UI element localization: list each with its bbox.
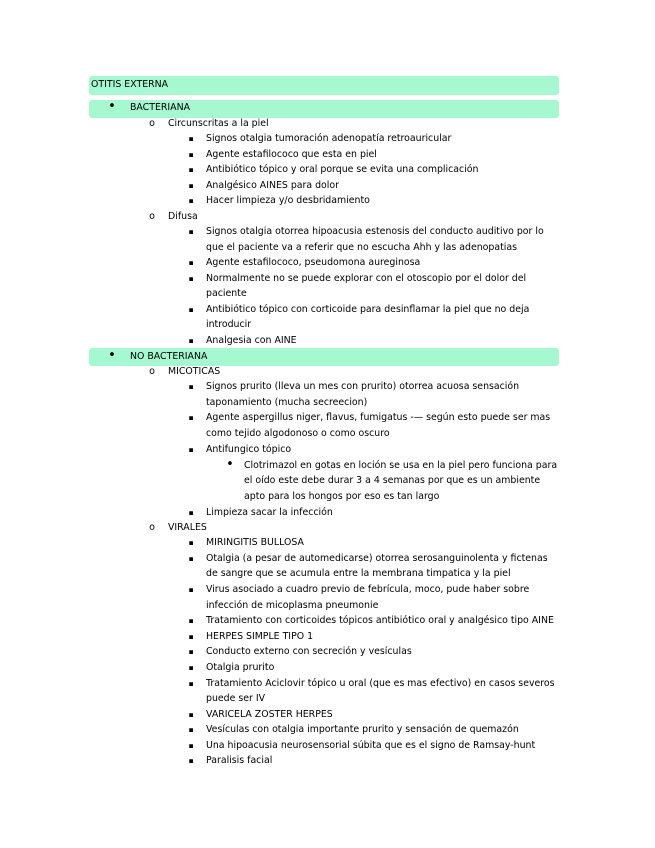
list-item: MIRINGITIS BULLOSA bbox=[206, 537, 304, 548]
list-item-line: puede ser IV bbox=[206, 693, 266, 704]
subsection-difusa: Difusa bbox=[168, 211, 198, 222]
list-item: Vesículas con otalgia importante prurito y sensación de quemazón bbox=[206, 724, 519, 735]
square-marker: ▪ bbox=[188, 741, 194, 750]
list-item: VARICELA ZOSTER HERPES bbox=[206, 709, 333, 720]
square-marker: ▪ bbox=[188, 382, 194, 391]
square-marker: ▪ bbox=[188, 227, 194, 236]
list-item: Signos otalgia tumoración adenopatía retroauricular bbox=[206, 133, 452, 144]
sub-item-line: Clotrimazol en gotas en loción se usa en la piel pero funciona para bbox=[244, 460, 558, 471]
list-item: Conducto externo con secreción y vesículas bbox=[206, 646, 412, 657]
square-marker: ▪ bbox=[188, 647, 194, 656]
list-item-line: Signos prurito (lleva un mes con prurito) otorrea acuosa sensación bbox=[206, 381, 520, 392]
square-marker: ▪ bbox=[188, 150, 194, 159]
square-marker: ▪ bbox=[188, 258, 194, 267]
circle-marker: o bbox=[149, 118, 155, 129]
square-marker: ▪ bbox=[188, 710, 194, 719]
square-marker: ▪ bbox=[188, 305, 194, 314]
square-marker: ▪ bbox=[188, 616, 194, 625]
bullet-marker: • bbox=[108, 348, 116, 363]
square-marker: ▪ bbox=[188, 134, 194, 143]
list-item-line: infección de micoplasma pneumonie bbox=[206, 600, 379, 611]
section-no-bacteriana: NO BACTERIANA bbox=[130, 351, 208, 362]
square-marker: ▪ bbox=[188, 181, 194, 190]
square-marker: ▪ bbox=[188, 725, 194, 734]
list-item: Agente estafilococo que esta en piel bbox=[206, 149, 377, 160]
list-item: Tratamiento con corticoides tópicos antibiótico oral y analgésico tipo AINE bbox=[206, 615, 554, 626]
list-item-line: paciente bbox=[206, 288, 247, 299]
square-marker: ▪ bbox=[188, 632, 194, 641]
section-bacteriana: BACTERIANA bbox=[130, 102, 190, 113]
sub-item-line: el oído este debe durar 3 a 4 semanas por que es un ambiente bbox=[244, 475, 541, 486]
page-title: OTITIS EXTERNA bbox=[91, 79, 169, 90]
circle-marker: o bbox=[149, 522, 155, 533]
square-marker: ▪ bbox=[188, 413, 194, 422]
list-item: Analgesia con AINE bbox=[206, 335, 297, 346]
square-marker: ▪ bbox=[188, 554, 194, 563]
list-item-line: de sangre que se acumula entre la membrana timpatica y la piel bbox=[206, 568, 511, 579]
list-item-line: Antibiótico tópico con corticoide para desinflamar la piel que no deja bbox=[206, 304, 530, 315]
list-item: Hacer limpieza y/o desbridamiento bbox=[206, 195, 370, 206]
sub-item-line: apto para los hongos por eso es tan largo bbox=[244, 491, 440, 502]
square-marker: ▪ bbox=[188, 196, 194, 205]
list-item-line: Tratamiento Aciclovir tópico u oral (que es mas efectivo) en casos severos bbox=[206, 678, 555, 689]
square-marker: ▪ bbox=[188, 679, 194, 688]
square-marker: ▪ bbox=[188, 508, 194, 517]
list-item-line: Otalgia (a pesar de automedicarse) otorrea serosanguinolenta y fictenas bbox=[206, 553, 548, 564]
list-item: Antibiótico tópico y oral porque se evita una complicación bbox=[206, 164, 479, 175]
circle-marker: o bbox=[149, 211, 155, 222]
square-marker: ▪ bbox=[188, 445, 194, 454]
list-item: Agente estafilococo, pseudomona aureginosa bbox=[206, 257, 421, 268]
list-item: Antifungico tópico bbox=[206, 444, 292, 455]
list-item: Limpieza sacar la infección bbox=[206, 507, 333, 518]
circle-marker: o bbox=[149, 366, 155, 377]
list-item-line: como tejido algodonoso o como oscuro bbox=[206, 428, 390, 439]
list-item-line: Signos otalgia otorrea hipoacusia estenosis del conducto auditivo por lo bbox=[206, 226, 544, 237]
square-marker: ▪ bbox=[188, 538, 194, 547]
list-item-line: que el paciente va a referir que no escucha Ahh y las adenopatias bbox=[206, 242, 517, 253]
subsection-circunscritas: Circunscritas a la piel bbox=[168, 118, 269, 129]
square-marker: ▪ bbox=[188, 585, 194, 594]
list-item: Paralisis facial bbox=[206, 755, 273, 766]
list-item-line: taponamiento (mucha secreecion) bbox=[206, 397, 368, 408]
list-item: Otalgia prurito bbox=[206, 662, 275, 673]
square-marker: ▪ bbox=[188, 663, 194, 672]
subsection-virales: VIRALES bbox=[168, 522, 207, 533]
square-marker: ▪ bbox=[188, 274, 194, 283]
list-item-line: Agente aspergillus niger, flavus, fumigatus -— según esto puede ser mas bbox=[206, 412, 551, 423]
list-item: Analgésico AINES para dolor bbox=[206, 180, 339, 191]
list-item-line: Virus asociado a cuadro previo de febrícula, moco, pude haber sobre bbox=[206, 584, 530, 595]
list-item: Una hipoacusia neurosensorial súbita que es el signo de Ramsay-hunt bbox=[206, 740, 536, 751]
subsection-micoticas: MICOTICAS bbox=[168, 366, 221, 377]
square-marker: ▪ bbox=[188, 336, 194, 345]
list-item-line: introducir bbox=[206, 319, 252, 330]
bullet-marker: • bbox=[108, 99, 116, 114]
square-marker: ▪ bbox=[188, 756, 194, 765]
list-item-line: Normalmente no se puede explorar con el otoscopio por el dolor del bbox=[206, 273, 527, 284]
bullet-marker: • bbox=[226, 457, 234, 472]
list-item: HERPES SIMPLE TIPO 1 bbox=[206, 631, 314, 642]
square-marker: ▪ bbox=[188, 165, 194, 174]
